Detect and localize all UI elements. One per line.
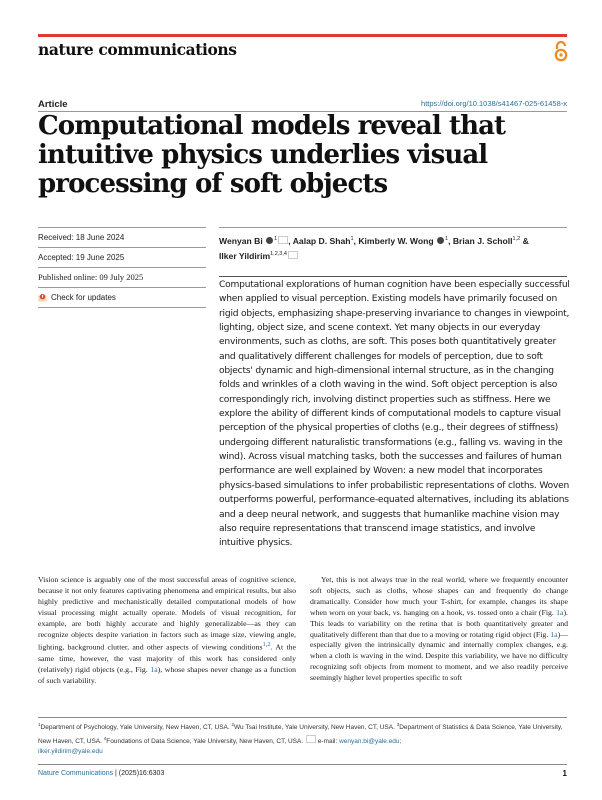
orcid-icon[interactable] bbox=[437, 237, 444, 244]
email-link[interactable]: ilker.yildirim@yale.edu bbox=[38, 748, 103, 756]
footer-volume: | (2025)16:6303 bbox=[113, 770, 165, 777]
author-list bbox=[219, 233, 567, 263]
doi-link[interactable]: https://doi.org/10.1038/s41467-025-61458-x bbox=[421, 99, 567, 108]
email-icon[interactable] bbox=[278, 236, 288, 244]
journal-accent-bar bbox=[38, 34, 567, 37]
author-separator: , bbox=[448, 235, 453, 246]
author-affiliation-sup: 1,2,3,4 bbox=[270, 250, 287, 257]
citation-link[interactable]: 1,2 bbox=[262, 641, 271, 649]
body-text: Yet, this is not always true in the real world, where we frequently encounter soft objects, such as cloths, whose shapes can and frequently do change dramatically. Consider how much your T-shirt, for example, changes its shape when worn on your back, vs. hanging on a hook, vs. tossed onto a chair (Fig. bbox=[310, 575, 568, 617]
author-name[interactable]: Aalap D. Shah bbox=[292, 235, 351, 246]
body-text: )— especially given the intrinsically dynamic and internally complex changes, e.g. when a cloth is waving in the wind. Despite this variability, we have no difficulty recognizing soft objects from moment to moment, and we also readily perceive seemingly higher level properties specific to soft bbox=[310, 629, 568, 683]
check-for-updates-label: Check for updates bbox=[51, 293, 116, 302]
affiliations-divider bbox=[38, 717, 567, 718]
author-separator: & bbox=[520, 235, 529, 246]
published-date: Published online: 09 July 2025 bbox=[38, 268, 206, 288]
orcid-icon[interactable] bbox=[266, 237, 273, 244]
figure-link[interactable]: 1a bbox=[556, 607, 564, 617]
affiliation-1: Department of Psychology, Yale University, New Haven, CT, USA. bbox=[40, 724, 232, 732]
affiliation-4: Foundations of Data Science, Yale University, New Haven, CT, USA. bbox=[106, 737, 305, 745]
author-affiliation-sup: 1 bbox=[445, 236, 449, 242]
body-text: ), whose shapes never change as a function of such variability. bbox=[38, 664, 297, 685]
footer-divider bbox=[38, 764, 567, 765]
authors-top-divider bbox=[219, 227, 567, 228]
authors-bottom-divider bbox=[219, 276, 567, 277]
author-name[interactable]: Brian J. Scholl bbox=[452, 235, 513, 246]
email-separator: ; bbox=[399, 737, 402, 745]
footer-citation bbox=[38, 770, 164, 777]
author-name[interactable]: Ilker Yildirim bbox=[219, 250, 271, 261]
check-for-updates-button[interactable] bbox=[38, 288, 206, 308]
author-affiliation-sup: 1,2 bbox=[512, 236, 521, 242]
affiliations: $^1$Department of Psychology, Yale University, New Haven, CT, USA. $^2$Wu Tsai Institute, Yale University, New Haven, CT, USA. $^3$Department of Statistics & Data Science, Yale University, New Haven, CT, USA. $^4$Foundations of Data Science, Yale University, New Haven, CT, USA. e-mail: wenyan.bi@yale.edu; ilker.yildirim@yale.edu bbox=[38, 722, 563, 756]
figure-link[interactable]: 1a bbox=[150, 664, 158, 674]
article-dates bbox=[38, 227, 206, 308]
open-access-icon bbox=[554, 40, 568, 62]
figure-link[interactable]: 1a bbox=[550, 629, 558, 639]
page-number: 1 bbox=[562, 769, 567, 778]
author-affiliation-sup: 1 bbox=[350, 236, 354, 242]
received-date: Received: 18 June 2024 bbox=[38, 227, 206, 248]
journal-name: nature communications bbox=[38, 40, 237, 59]
article-type-label: Article bbox=[38, 99, 68, 110]
affiliation-3: Department of Statistics & Data Science, Yale University, New Haven, CT, USA. bbox=[38, 724, 563, 745]
email-link[interactable]: wenyan.bi@yale.edu bbox=[339, 737, 400, 745]
body-column-left bbox=[38, 575, 296, 687]
author-separator: , bbox=[353, 235, 359, 246]
accepted-date: Accepted: 19 June 2025 bbox=[38, 248, 206, 268]
author-name[interactable]: Wenyan Bi bbox=[219, 235, 263, 246]
affiliation-2: Wu Tsai Institute, Yale University, New Haven, CT, USA. bbox=[234, 724, 397, 732]
author-name[interactable]: Kimberly W. Wong bbox=[358, 235, 434, 246]
body-text: . At the same time, however, the vast majority of this work has considered only (relatively) rigid objects (e.g., Fig. bbox=[38, 643, 296, 674]
body-text: Vision science is arguably one of the most successful areas of cognitive science, because it not only features captivating phenomena and empirical results, but also highly predictive and mechanistically detailed computational models of how visual processing might actually operate. Models of visual recognition, for example, are both highly accurate and highly generalizable—as they can recognize objects despite variation in factors such as image size, viewing angle, lighting, background clutter, and other aspects of viewing conditions bbox=[38, 575, 296, 653]
author-affiliation-sup: 1 bbox=[274, 236, 278, 242]
article-title: Computational models reveal that intuitive physics underlies visual processing of soft objects bbox=[38, 111, 506, 199]
email-icon[interactable] bbox=[288, 251, 298, 259]
check-for-updates-icon bbox=[38, 293, 47, 302]
body-text: ). This leads to variability on the retina that is both quantitatively greater and qualitatively different than that due to a moving or rotating rigid object (Fig. bbox=[310, 607, 568, 639]
author-separator: , bbox=[288, 235, 293, 246]
email-icon bbox=[306, 735, 316, 743]
email-label: e-mail: bbox=[317, 737, 340, 745]
abstract: Computational explorations of human cognition have been especially successful when applied to visual perception. Existing models have primarily focused on rigid objects, emphasizing shape-preserving invariance to changes in viewpoint, lighting, object size, and scene context. Yet many objects in our everyday environments, such as cloths, are soft. This poses both quantitatively greater and qualitatively different challenges for models of perception, due to soft objects' dynamic and high-dimensional internal structure, as in the changing folds and wrinkles of a cloth waving in the wind. Soft object perception is also correspondingly rich, involving distinct properties such as stiffness. Here we explore the ability of different kinds of computational models to capture visual perception of the physical properties of cloths (e.g., their degrees of stiffness) undergoing different naturalistic transformations (e.g., falling vs. waving in the wind). Across visual matching tasks, both the successes and failures of human performance are well explained by Woven: a new model that incorporates physics-based simulations to infer probabilistic representations of cloths. Woven outperforms powerful, performance-equated alternatives, including its ablations and a deep neural network, and suggests that humanlike machine vision may also require representations that transcend image statistics, and involve intuitive physics. bbox=[219, 280, 570, 549]
footer-journal-link[interactable]: Nature Communications bbox=[38, 770, 114, 777]
body-column-right bbox=[310, 575, 568, 684]
